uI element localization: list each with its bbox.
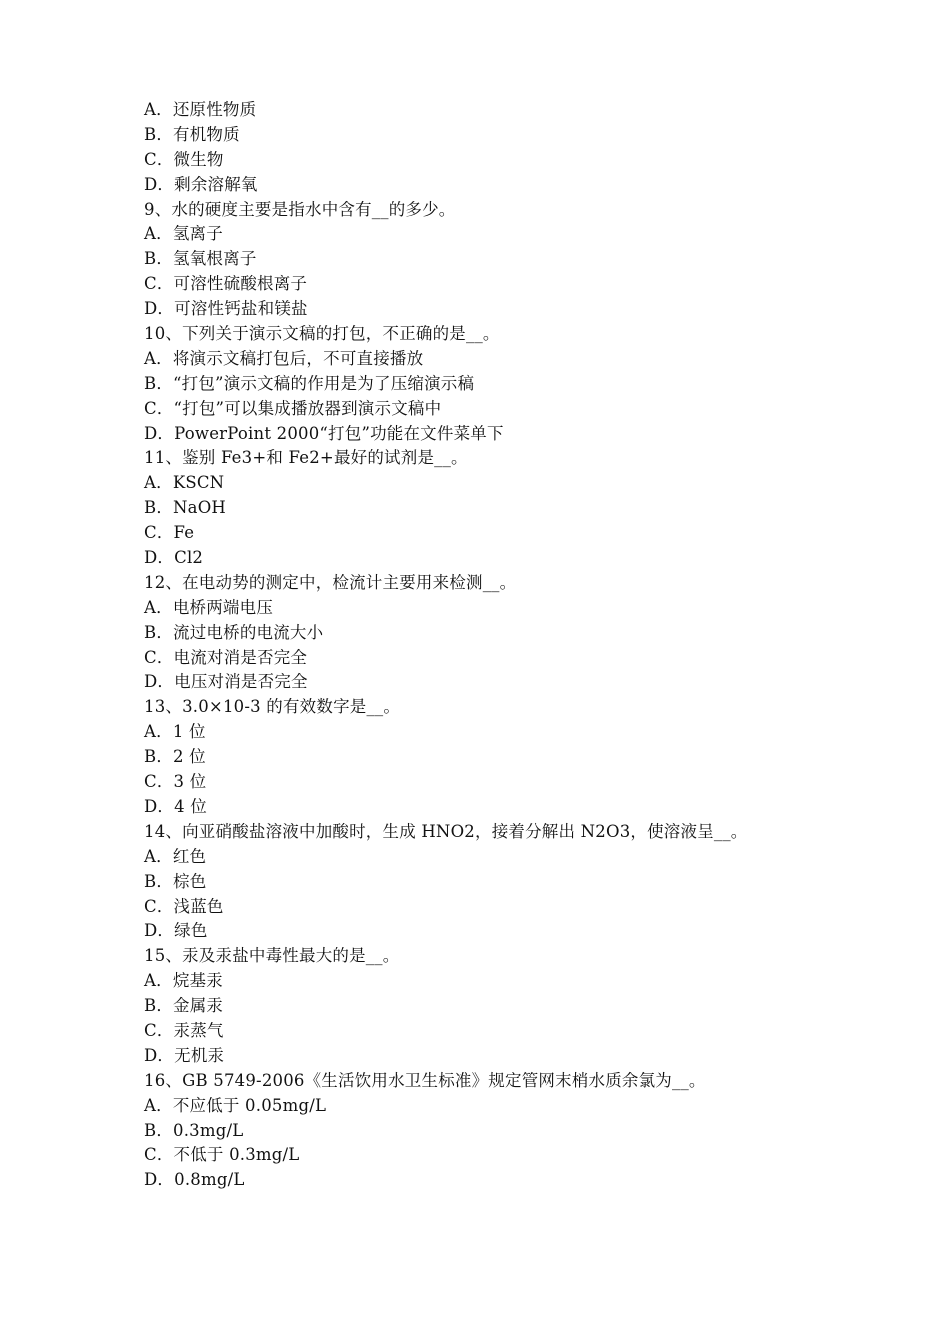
question-stem: 12、在电动势的测定中，检流计主要用来检测__。 [144, 572, 517, 592]
option-line: C．微生物 [144, 149, 224, 169]
option-line: A．还原性物质 [144, 100, 257, 119]
option-line: D．可溶性钙盐和镁盐 [144, 299, 308, 319]
option-line: A．烷基汞 [144, 971, 223, 991]
option-line: C．浅蓝色 [144, 896, 224, 916]
question-list [144, 98, 824, 1193]
option-line: B．NaOH [144, 498, 227, 518]
option-line: B．金属汞 [144, 996, 224, 1016]
question-stem: 14、向亚硝酸盐溶液中加酸时，生成 HNO2，接着分解出 N2O3，使溶液呈__。 [144, 821, 748, 841]
question-stem: 10、下列关于演示文稿的打包，不正确的是__。 [144, 324, 500, 344]
option-line: C．“打包”可以集成播放器到演示文稿中 [144, 398, 442, 418]
option-line: C．3 位 [144, 772, 207, 792]
question-stem: 11、鉴别 Fe3+和 Fe2+最好的试剂是__。 [144, 448, 468, 468]
option-line: A．将演示文稿打包后，不可直接播放 [144, 348, 424, 368]
option-line: B．2 位 [144, 747, 206, 767]
option-line: C．可溶性硫酸根离子 [144, 274, 308, 294]
option-line: D．0.8mg/L [144, 1170, 245, 1190]
option-line: C．电流对消是否完全 [144, 647, 308, 667]
option-line: D．PowerPoint 2000“打包”功能在文件菜单下 [144, 423, 504, 443]
option-line: A．KSCN [144, 473, 225, 493]
option-line: B．氢氧根离子 [144, 249, 257, 269]
option-line: D．绿色 [144, 921, 208, 941]
option-line: A．氢离子 [144, 224, 223, 244]
option-line: D．Cl2 [144, 548, 204, 568]
option-line: D．电压对消是否完全 [144, 672, 308, 692]
option-line: D．剩余溶解氧 [144, 174, 258, 194]
question-stem: 15、汞及汞盐中毒性最大的是__。 [144, 946, 400, 966]
question-stem: 13、3.0×10-3 的有效数字是__。 [144, 697, 401, 717]
option-line: A．红色 [144, 846, 207, 866]
option-line: D．无机汞 [144, 1045, 225, 1065]
option-line: A．不应低于 0.05mg/L [144, 1095, 327, 1115]
option-line: B．棕色 [144, 871, 207, 891]
question-stem: 16、GB 5749-2006《生活饮用水卫生标准》规定管网末梢水质余氯为__。 [144, 1070, 706, 1090]
option-line: C．不低于 0.3mg/L [144, 1145, 300, 1165]
option-line: B．有机物质 [144, 124, 240, 144]
option-line: B．流过电桥的电流大小 [144, 622, 324, 642]
option-line: C．汞蒸气 [144, 1020, 224, 1040]
option-line: A．1 位 [144, 722, 206, 742]
option-line: D．4 位 [144, 796, 207, 816]
option-line: B．“打包”演示文稿的作用是为了压缩演示稿 [144, 373, 475, 393]
option-line: B．0.3mg/L [144, 1120, 244, 1140]
option-line: C．Fe [144, 523, 195, 543]
question-stem: 9、水的硬度主要是指水中含有__的多少。 [144, 199, 456, 219]
option-line: A．电桥两端电压 [144, 597, 274, 617]
